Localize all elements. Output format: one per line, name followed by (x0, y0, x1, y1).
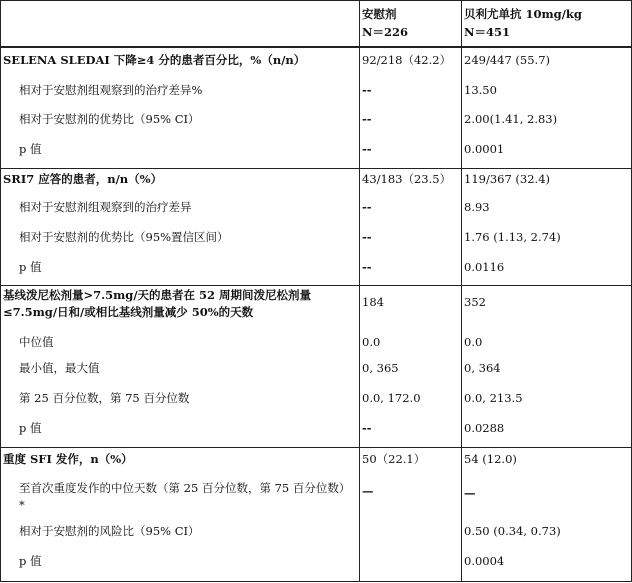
placebo-value: -- (362, 421, 372, 435)
placebo-value (359, 550, 461, 580)
drug-value: 249/447 (55.7) (464, 53, 551, 67)
drug-value: 0.0116 (464, 260, 505, 274)
table-row (0, 357, 632, 387)
table-border-left (0, 0, 1, 582)
row-label: 相对于安慰剂组观察到的治疗差异% (19, 83, 203, 97)
table-row (0, 79, 632, 108)
placebo-value: -- (362, 260, 372, 274)
section-divider (0, 447, 632, 448)
row-label: 最小值，最大值 (19, 361, 100, 375)
drug-value: 0.0 (464, 335, 483, 349)
drug-value: 13.50 (464, 83, 497, 97)
column-divider (461, 0, 462, 582)
header-placebo-n: N＝226 (362, 25, 409, 39)
section-divider (0, 285, 632, 286)
drug-value: 352 (464, 295, 486, 309)
header-drug-n: N＝451 (464, 25, 511, 39)
header-placebo-cell (359, 0, 461, 47)
table-row (0, 226, 632, 256)
section-title: SELENA SLEDAI 下降≥4 分的患者百分比，%（n/n） (3, 53, 306, 67)
section-title: SRI7 应答的患者，n/n（%） (3, 172, 163, 186)
drug-value: 8.93 (464, 200, 490, 214)
drug-value: 0.0001 (464, 142, 505, 156)
placebo-value: 0.0, 172.0 (362, 391, 421, 405)
section-title-row (0, 168, 632, 196)
row-label: 中位值 (19, 335, 54, 349)
placebo-value: — (362, 484, 374, 498)
section-divider (0, 168, 632, 169)
column-divider (359, 0, 360, 582)
placebo-value: 184 (362, 295, 384, 309)
placebo-value: -- (362, 230, 372, 244)
row-label: 相对于安慰剂的风险比（95% CI） (19, 524, 200, 538)
table-border-bottom (0, 581, 632, 582)
table-row (0, 327, 632, 357)
table-row (0, 196, 632, 226)
row-label: 相对于安慰剂的优势比（95% CI） (19, 112, 200, 126)
row-label: p 值 (19, 142, 42, 156)
table-header-row (0, 0, 632, 47)
drug-value: 0, 364 (464, 361, 501, 375)
drug-value: 1.76 (1.13, 2.74) (464, 230, 561, 244)
row-label: p 值 (19, 421, 42, 435)
placebo-value: 0.0 (362, 335, 381, 349)
section-title-row (0, 285, 632, 327)
section-title-row (0, 448, 632, 476)
placebo-value: 50（22.1） (362, 452, 426, 466)
table-row (0, 417, 632, 447)
drug-value: 2.00(1.41, 2.83) (464, 112, 558, 126)
drug-value: 119/367 (32.4) (464, 172, 551, 186)
section-title-row (0, 49, 632, 75)
row-label: p 值 (19, 260, 42, 274)
header-placebo-name: 安慰剂 (362, 7, 397, 21)
section-title: 基线泼尼松剂量>7.5mg/天的患者在 52 周期间泼尼松剂量≤7.5mg/日和/或相比基线剂量减少 50%的天数 (3, 288, 312, 319)
placebo-value: 0, 365 (362, 361, 399, 375)
placebo-value: -- (362, 200, 372, 214)
table-row (0, 138, 632, 168)
placebo-value: 92/218（42.2） (362, 53, 452, 67)
header-divider (0, 46, 632, 48)
row-label: 相对于安慰剂组观察到的治疗差异 (19, 200, 192, 214)
row-label: 第 25 百分位数，第 75 百分位数 (19, 391, 190, 405)
drug-value: 0.50 (0.34, 0.73) (464, 524, 561, 538)
placebo-value: 43/183（23.5） (362, 172, 452, 186)
row-label: 相对于安慰剂的优势比（95%置信区间） (19, 230, 229, 244)
drug-value: 0.0, 213.5 (464, 391, 523, 405)
section-title: 重度 SFI 发作，n（%） (3, 452, 133, 466)
placebo-value: -- (362, 142, 372, 156)
placebo-value (359, 520, 461, 550)
table-row (0, 520, 632, 550)
table-row (0, 387, 632, 417)
header-drug-name: 贝利尤单抗 10mg/kg (464, 7, 582, 21)
placebo-value: -- (362, 112, 372, 126)
drug-value: 0.0004 (464, 554, 505, 568)
row-label: 至首次重度发作的中位天数（第 25 百分位数，第 75 百分位数）* (19, 481, 351, 512)
table-border-top (0, 0, 632, 1)
placebo-value: -- (362, 83, 372, 97)
drug-value: 0.0288 (464, 421, 505, 435)
header-drug-cell (461, 0, 632, 47)
drug-value: — (464, 486, 476, 500)
header-empty-cell (0, 0, 359, 47)
table-row (0, 476, 632, 520)
row-label: p 值 (19, 554, 42, 568)
table-row (0, 108, 632, 138)
table-row (0, 550, 632, 580)
drug-value: 54 (12.0) (464, 452, 517, 466)
table-row (0, 256, 632, 284)
